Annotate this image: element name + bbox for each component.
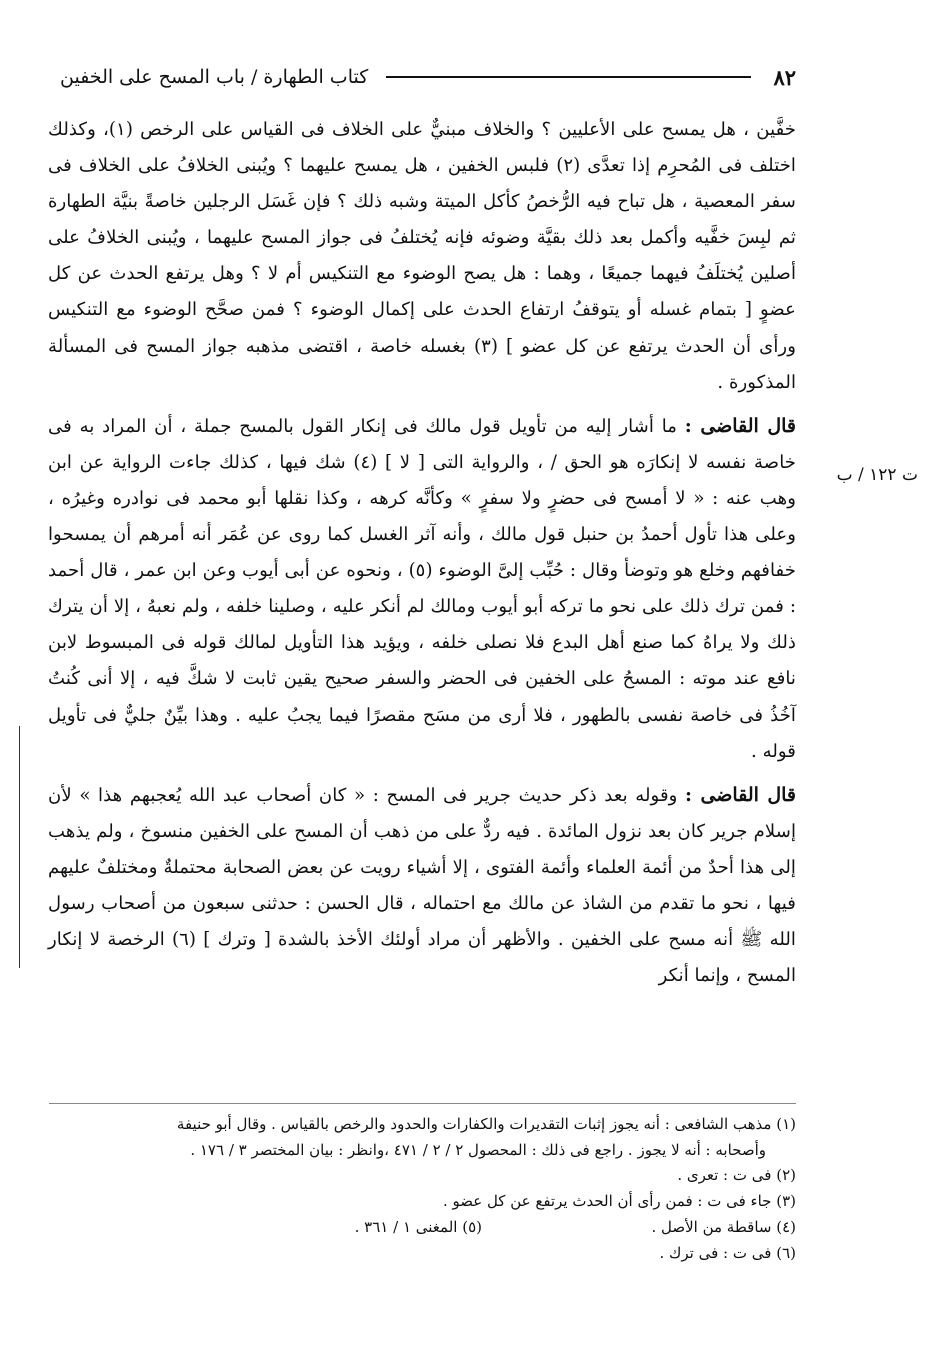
running-title: كتاب الطهارة / باب المسح على الخفين bbox=[60, 66, 369, 88]
footnote-1-line-1: (١) مذهب الشافعى : أنه يجوز إثبات التقديرات والكفارات والحدود والرخص بالقياس . وقال أبو حنيفة bbox=[176, 1115, 796, 1133]
paragraph-2-label: قال القاضى : bbox=[684, 414, 797, 437]
header-rule bbox=[386, 76, 751, 78]
footnote-separator bbox=[49, 1103, 796, 1104]
left-margin-line bbox=[19, 726, 20, 968]
page-number: ٨٢ bbox=[773, 64, 796, 90]
footnote-2: (٢) فى ت : تعرى . bbox=[677, 1166, 796, 1185]
footnote-1-line-2: وأصحابه : أنه لا يجوز . راجع فى ذلك : المحصول ٢ / ٢ / ٤٧١ ،وانظر : بيان المختصر ٣ / ١٧٦ . bbox=[190, 1140, 766, 1159]
paragraph-3-label: قال القاضى : bbox=[685, 783, 796, 806]
footnotes bbox=[54, 1112, 796, 1266]
footnote-4: (٤) ساقطة من الأصل . bbox=[651, 1217, 796, 1236]
margin-note: ت ١٢٢ / ب bbox=[836, 465, 918, 485]
paragraph-3 bbox=[48, 777, 796, 995]
footnote-3: (٣) جاء فى ت : فمن رأى أن الحدث يرتفع عن كل عضو . bbox=[442, 1192, 796, 1211]
paragraph-3-text: وقوله بعد ذكر حديث جرير فى المسح : « كان أصحاب عبد الله يُعجبهم هذا » لأن إسلام جرير كان بعد نزول المائدة . فيه ردٌّ على من ذهب أن المسح على الخفين منسوخ ، ولم يذهب إلى هذا أحدٌ من أئمة العلماء وأئمة الفتوى ، إلا أشياء رويت عن بعض الصحابة محتملةٌ ومختلفٌ عليهم فيها ، نحو ما تقدم من الشاذ عن مالك مع احتماله ، قال الحسن : حدثنى سبعون من أصحاب رسول الله ﷺ أنه مسح على الخفين . والأظهر أن مراد أولئك الأخذ بالشدة [ وترك ] (٦) الرخصة لا إنكار المسح ، وإنما أنكر bbox=[48, 784, 796, 987]
footnote-4-5-row bbox=[54, 1215, 796, 1241]
paragraph-2 bbox=[48, 408, 796, 770]
footnote-6: (٦) فى ت : فى ترك . bbox=[659, 1243, 796, 1262]
main-text bbox=[48, 112, 796, 1001]
paragraph-1-text: خفَّين ، هل يمسح على الأعليين ؟ والخلاف مبنيٌّ على الخلاف فى القياس على الرخص (١)، وكذلك اختلف فى المُحرِم إذا تعدَّى (٢) فلبس الخفين ، هل يمسح عليهما ؟ ويُبنى الخلافُ على الخلاف فى سفر المعصية ، هل تباح فيه الرُّخصُ كأكل الميتة وشبه ذلك ؟ فإن غَسَل الرجلين خاصةً بنيَّة الطهارة ثم لبِسَ خفَّيه وأكمل بعد ذلك بقيَّة وضوئه فإنه يُختلفُ فى جواز المسح عليهما ، ويُبنى الخلافُ على أصلين يُختلَفُ فيهما جميعًا ، وهما : هل يصح الوضوء مع التنكيس أم لا ؟ وهل يرتفع الحدث عن كل عضوٍ [ بتمام غسله أو يتوقفُ ارتفاع الحدث على إكمال الوضوء ؟ فمن صحَّح الوضوء مع التنكيس ورأى أن الحدث يرتفع عن كل عضو ] (٣) بغسله خاصة ، اقتضى مذهبه جواز المسح فى المسألة المذكورة . bbox=[48, 119, 797, 393]
paragraph-2-text: ما أشار إليه من تأويل قول مالك فى إنكار القول بالمسح جملة ، أن المراد به فى خاصة نفسه لا إنكارَه هو الحق / ، والرواية التى [ لا ] (٤) شك فيها ، كذلك جاءت الرواية عن ابن وهب عنه : « لا أمسح فى حضرٍ ولا سفرٍ » وكأنَّه كرهه ، وكذا نقلها أبو محمد فى نوادره وغيرُه ، وعلى هذا تأول أحمدُ بن حنبل قول مالك ، وأنه آثر الغسل كما روى عن عُمَر أنه أمرهم أن يمسحوا خفافهم وخلع هو وتوضأ وقال : حُبِّب إلىَّ الوضوء (٥) ، ونحوه عن أبى أيوب وعن ابن عمر ، قال أحمد : فمن ترك ذلك على نحو ما تركه أبو أيوب ومالك لم أنكر عليه ، وصلينا خلفه ، ولم نعبهُ ، إلا أن يترك ذلك ولا يراهُ كما صنع أهل البدع فلا نصلى خلفه ، ويؤيد هذا التأويل لمالك قوله فى المبسوط لابن نافع عند موته : المسحُ على الخفين فى الحضر والسفر صحيح يقين ثابت لا شكَّ فيه ، إلا أنى كُنتُ آخُذُ فى خاصة نفسى بالطهور ، فلا أرى من مسَح مقصرًا فيما يجبُ عليه . وهذا بيِّنٌ جليٌّ فى تأويل قوله . bbox=[48, 415, 796, 762]
paragraph-1 bbox=[48, 112, 796, 401]
footnote-5: (٥) المغنى ١ / ٣٦١ . bbox=[354, 1217, 482, 1236]
page-header bbox=[60, 60, 796, 94]
